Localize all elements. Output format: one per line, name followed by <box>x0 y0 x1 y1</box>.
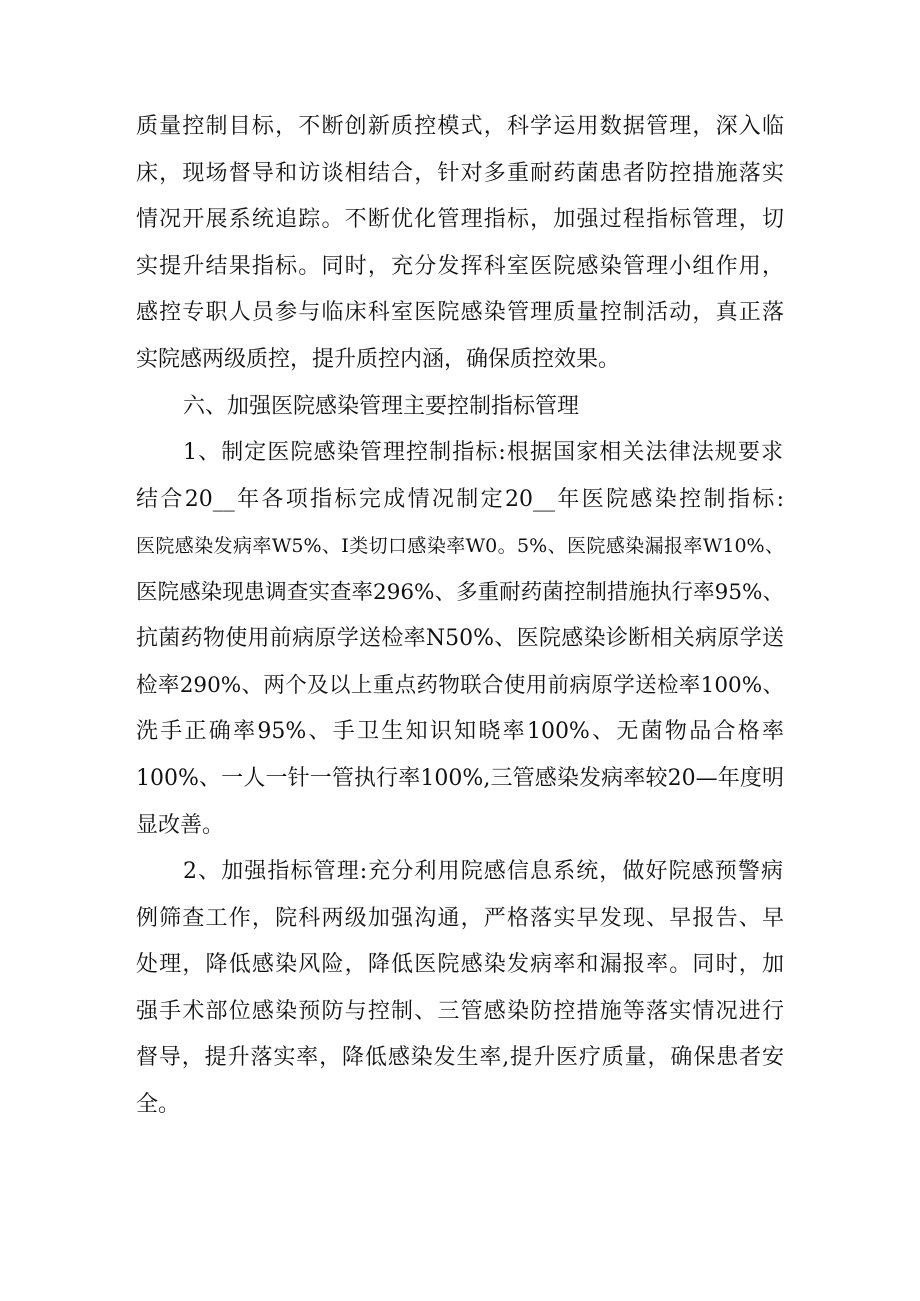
text-line: 床，现场督导和访谈相结合，针对多重耐药菌患者防控措施落实 <box>136 161 784 186</box>
text-line: 例筛查工作，院科两级加强沟通，严格落实早发现、早报告、早 <box>136 906 784 931</box>
text-line: 医院感染现患调查实查率296%、多重耐药菌控制措施执行率95%、 <box>136 580 784 605</box>
text-line: 洗手正确率95%、手卫生知识知晓率100%、无菌物品合格率 <box>136 719 784 744</box>
text-line: 显改善。 <box>136 813 225 838</box>
text-line: 实院感两级质控，提升质控内涵，确保质控效果。 <box>136 347 621 372</box>
text-line: 督导，提升落实率，降低感染发生率,提升医疗质量，确保患者安 <box>136 1045 784 1070</box>
text-line: 医院感染发病率W5%、I类切口感染率W0。5%、医院感染漏报率W10%、 <box>136 535 784 557</box>
text-line: 感控专职人员参与临床科室医院感染管理质量控制活动，真正落 <box>136 300 784 325</box>
text-line: 质量控制目标，不断创新质控模式，科学运用数据管理，深入临 <box>136 114 784 139</box>
text-line: 1、制定医院感染管理控制指标:根据国家相关法律法规要求 <box>183 440 783 465</box>
text-line: 处理，降低感染风险，降低医院感染发病率和漏报率。同时，加 <box>136 952 784 977</box>
text-line: 全。 <box>136 1092 181 1117</box>
text-line: 2、加强指标管理:充分利用院感信息系统，做好院感预警病 <box>183 859 783 884</box>
text-line: 结合20__年各项指标完成情况制定20__年医院感染控制指标: <box>136 487 784 512</box>
text-line: 抗菌药物使用前病原学送检率N50%、医院感染诊断相关病原学送 <box>136 626 784 651</box>
section-heading: 六、加强医院感染管理主要控制指标管理 <box>183 394 580 419</box>
text-line: 实提升结果指标。同时，充分发挥科室医院感染管理小组作用， <box>136 254 784 279</box>
text-line: 情况开展系统追踪。不断优化管理指标，加强过程指标管理，切 <box>136 207 784 232</box>
text-line: 检率290%、两个及以上重点药物联合使用前病原学送检率100%、 <box>136 673 784 698</box>
text-line: 100%、一人一针一管执行率100%,三管感染发病率较20—年度明 <box>136 766 784 791</box>
text-line: 强手术部位感染预防与控制、三管感染防控措施等落实情况进行 <box>136 999 784 1024</box>
